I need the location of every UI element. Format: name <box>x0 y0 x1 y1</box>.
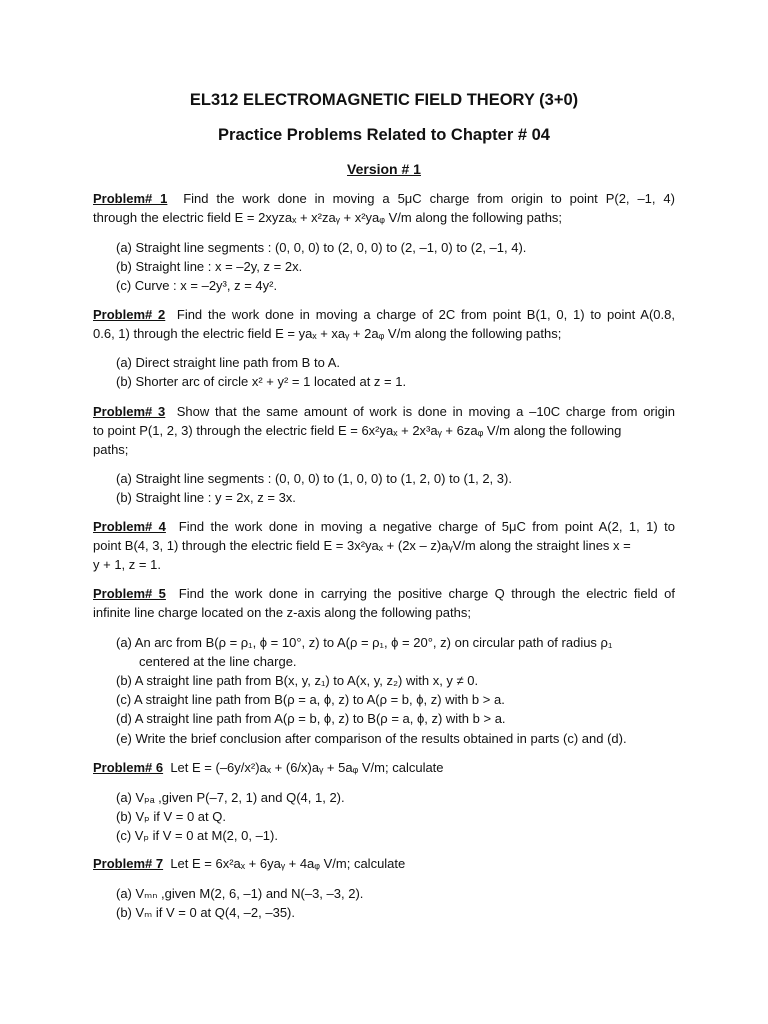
problem-2-item-a: (a) Direct straight line path from B to A. <box>116 355 340 370</box>
document-title: EL312 ELECTROMAGNETIC FIELD THEORY (3+0) <box>189 91 579 109</box>
problem-3-line-2: to point P(1, 2, 3) through the electric field E = 6x²yaₓ + 2x³aᵧ + 6zaᵩ V/m along the following <box>93 423 622 438</box>
problem-5-item-a: (a) An arc from B(ρ = ρ₁, ϕ = 10°, z) to A(ρ = ρ₁, ϕ = 20°, z) on circular path of radius ρ₁ <box>116 635 613 650</box>
problem-3-item-a: (a) Straight line segments : (0, 0, 0) to (1, 0, 0) to (1, 2, 0) to (1, 2, 3). <box>116 471 512 486</box>
problem-4-line-3: y + 1, z = 1. <box>93 557 161 572</box>
problem-5-line-1: Problem# 5 Find the work done in carrying the positive charge Q through the electric field of <box>93 586 675 601</box>
problem-4-line-2: point B(4, 3, 1) through the electric field E = 3x²yaₓ + (2x – z)aᵧV/m along the straight lines x = <box>93 538 631 553</box>
problem-1-item-a: (a) Straight line segments : (0, 0, 0) to (2, 0, 0) to (2, –1, 0) to (2, –1, 4). <box>116 240 527 255</box>
problem-2-item-b: (b) Shorter arc of circle x² + y² = 1 located at z = 1. <box>116 374 407 389</box>
problem-3-item-b: (b) Straight line : y = 2x, z = 3x. <box>116 490 296 505</box>
problem-4-line-1: Problem# 4 Find the work done in moving a negative charge of 5μC from point A(2, 1, 1) to <box>93 519 675 534</box>
problem-5-item-e: (e) Write the brief conclusion after comparison of the results obtained in parts (c) and (d). <box>116 731 627 746</box>
problem-5-item-d: (d) A straight line path from A(ρ = b, ϕ, z) to B(ρ = a, ϕ, z) with b > a. <box>116 711 506 726</box>
problem-7-label: Problem# 7 <box>93 856 164 871</box>
problem-3-line-1: Problem# 3 Show that the same amount of work is done in moving a –10C charge from origin <box>93 404 675 419</box>
problem-7-item-a: (a) Vₘₙ ,given M(2, 6, –1) and N(–3, –3, 2). <box>116 886 364 901</box>
problem-3-label: Problem# 3 <box>93 404 166 419</box>
problem-1-label: Problem# 1 <box>93 191 168 206</box>
problem-6-item-a: (a) Vₚₐ ,given P(–7, 2, 1) and Q(4, 1, 2). <box>116 790 345 805</box>
problem-1-line-1: Problem# 1 Find the work done in moving a 5μC charge from origin to point P(2, –1, 4) <box>93 191 675 206</box>
problem-2-line-2: 0.6, 1) through the electric field E = yaₓ + xaᵧ + 2aᵩ V/m along the following paths; <box>93 326 562 341</box>
problem-1-item-c: (c) Curve : x = –2y³, z = 4y². <box>116 278 278 293</box>
problem-6-item-b: (b) Vₚ if V = 0 at Q. <box>116 809 226 824</box>
problem-1-item-b: (b) Straight line : x = –2y, z = 2x. <box>116 259 303 274</box>
problem-4-label: Problem# 4 <box>93 519 166 534</box>
problem-2-line-1: Problem# 2 Find the work done in moving a charge of 2C from point B(1, 0, 1) to point A(0.8, <box>93 307 675 322</box>
document-subtitle: Practice Problems Related to Chapter # 04 <box>218 126 550 144</box>
problem-6-line-1: Problem# 6 Let E = (–6y/x²)aₓ + (6/x)aᵧ + 5aᵩ V/m; calculate <box>93 760 444 775</box>
problem-6-label: Problem# 6 <box>93 760 164 775</box>
problem-5-line-2: infinite line charge located on the z-axis along the following paths; <box>93 605 471 620</box>
problem-5-item-a-cont: centered at the line charge. <box>139 654 297 669</box>
problem-1-line-2: through the electric field E = 2xyzaₓ + x²zaᵧ + x²yaᵩ V/m along the following paths; <box>93 210 563 225</box>
problem-5-item-c: (c) A straight line path from B(ρ = a, ϕ, z) to A(ρ = b, ϕ, z) with b > a. <box>116 692 505 707</box>
problem-5-item-b: (b) A straight line path from B(x, y, z₁) to A(x, y, z₂) with x, y ≠ 0. <box>116 673 479 688</box>
version-label: Version # 1 <box>347 161 421 177</box>
problem-7-line-1: Problem# 7 Let E = 6x²aₓ + 6yaᵧ + 4aᵩ V/m; calculate <box>93 856 406 871</box>
problem-2-label: Problem# 2 <box>93 307 166 322</box>
problem-3-line-3: paths; <box>93 442 129 457</box>
problem-5-label: Problem# 5 <box>93 586 166 601</box>
problem-6-item-c: (c) Vₚ if V = 0 at M(2, 0, –1). <box>116 828 278 843</box>
problem-7-item-b: (b) Vₘ if V = 0 at Q(4, –2, –35). <box>116 905 295 920</box>
